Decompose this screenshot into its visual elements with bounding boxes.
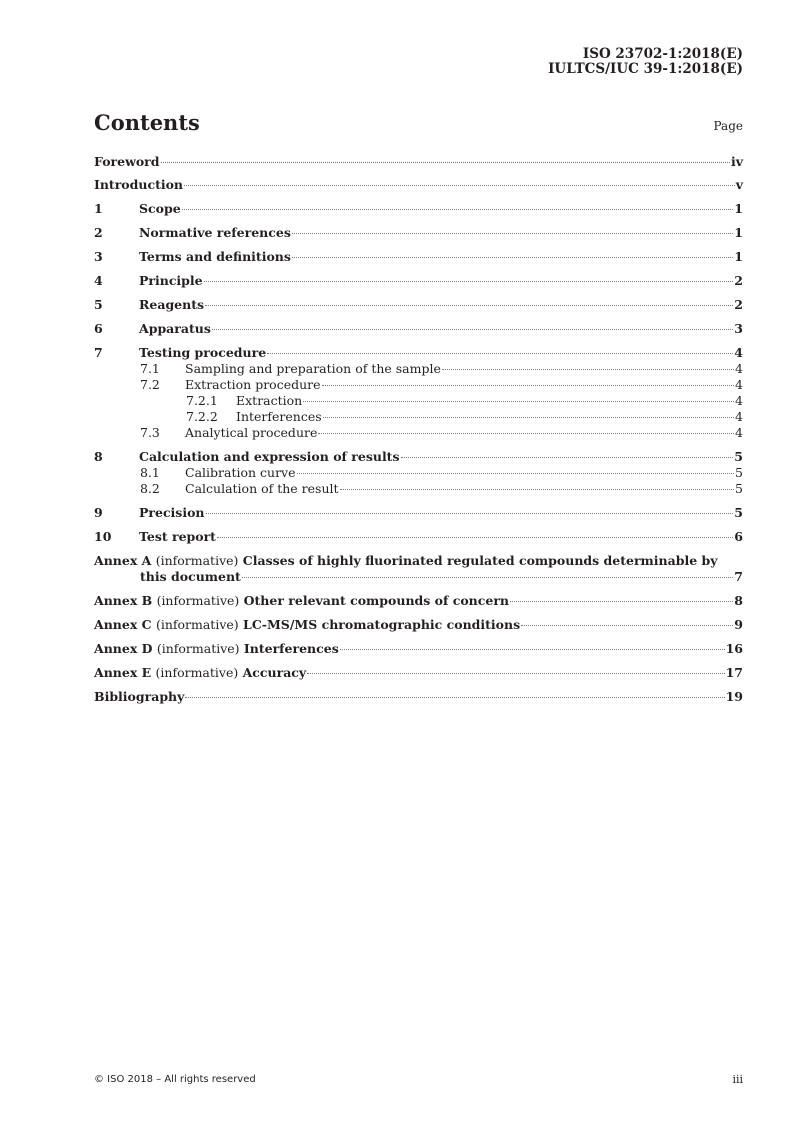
toc-page: 19	[725, 689, 743, 704]
toc-title: Extraction procedure	[185, 377, 321, 392]
annex-type: (informative)	[156, 641, 240, 656]
toc-page: 4	[735, 361, 743, 376]
toc-title: Normative references	[139, 225, 291, 240]
toc-title: Reagents	[139, 297, 205, 312]
annex-title: LC-MS/MS chromatographic conditions	[243, 617, 521, 632]
toc-number: 2	[94, 225, 103, 240]
toc-page: 1	[734, 249, 743, 264]
toc-entry-analytical-procedure[interactable]	[94, 425, 743, 441]
annex-type: (informative)	[155, 553, 239, 568]
toc-number: 7.3	[140, 425, 160, 440]
toc-title: Analytical procedure	[185, 425, 318, 440]
dot-leader	[184, 185, 735, 186]
toc-page: 8	[734, 593, 743, 608]
toc-title: Scope	[139, 201, 181, 216]
toc-page: 2	[734, 273, 743, 288]
toc-entry-calculation-result[interactable]	[94, 481, 743, 497]
annex-type: (informative)	[156, 593, 240, 608]
toc-entry-annex-e[interactable]	[94, 665, 743, 681]
toc-number: 8	[94, 449, 103, 464]
toc-title: Interferences	[236, 409, 322, 424]
toc-entry-bibliography[interactable]	[94, 689, 743, 705]
toc-number: 7.2.2	[186, 409, 218, 424]
toc-title	[94, 641, 339, 657]
dot-leader	[212, 329, 733, 330]
toc-entry-introduction[interactable]	[94, 177, 743, 193]
toc-number: 4	[94, 273, 103, 288]
dot-leader	[401, 457, 734, 458]
toc-number: 7.2	[140, 377, 160, 392]
toc-entry-reagents[interactable]	[94, 297, 743, 313]
toc-page: 16	[725, 641, 743, 656]
toc-number: 6	[94, 321, 103, 336]
toc-page: 5	[734, 505, 743, 520]
toc-entry-principle[interactable]	[94, 273, 743, 289]
toc-entry-foreword[interactable]	[94, 154, 743, 170]
annex-a-line2	[94, 569, 743, 585]
toc-page: 5	[734, 449, 743, 464]
dot-leader	[323, 417, 734, 418]
dot-leader	[161, 162, 730, 163]
annex-label: Annex D	[94, 641, 153, 656]
annex-a-line1	[94, 553, 743, 569]
toc-entry-annex-a[interactable]	[94, 553, 743, 585]
annex-label: Annex A	[94, 553, 152, 568]
annex-title: Interferences	[243, 641, 339, 656]
toc-entry-apparatus[interactable]	[94, 321, 743, 337]
annex-label: Annex B	[94, 593, 153, 608]
annex-title: Classes of highly fluorinated regulated compounds determinable by	[242, 553, 718, 568]
toc-number: 7.2.1	[186, 393, 218, 408]
annex-type: (informative)	[155, 665, 239, 680]
toc-title: Bibliography	[94, 689, 185, 704]
dot-leader	[242, 577, 733, 578]
toc-entry-calibration-curve[interactable]	[94, 465, 743, 481]
toc-number: 8.1	[140, 465, 160, 480]
annex-title-continued: this document	[140, 569, 241, 584]
page-column-label: Page	[713, 119, 743, 133]
toc-title: Foreword	[94, 154, 160, 169]
dot-leader	[267, 353, 733, 354]
toc-entry-annex-d[interactable]	[94, 641, 743, 657]
toc-page: 7	[734, 569, 743, 584]
toc-entry-calculation[interactable]	[94, 449, 743, 465]
toc-page: 4	[735, 409, 743, 424]
dot-leader	[292, 257, 733, 258]
toc-page: 4	[734, 345, 743, 360]
dot-leader	[510, 601, 733, 602]
toc-title	[94, 617, 520, 633]
toc-title	[94, 553, 718, 569]
toc-title: Test report	[139, 529, 216, 544]
toc-title: Calculation of the result	[185, 481, 339, 496]
toc-number: 7.1	[140, 361, 160, 376]
toc-title: Principle	[139, 273, 203, 288]
toc-number: 3	[94, 249, 103, 264]
toc-page: 3	[734, 321, 743, 336]
dot-leader	[442, 369, 734, 370]
toc-number: 10	[94, 529, 112, 544]
annex-label: Annex E	[94, 665, 152, 680]
toc-entry-normative-references[interactable]	[94, 225, 743, 241]
toc-page: 4	[735, 377, 743, 392]
toc-entry-precision[interactable]	[94, 505, 743, 521]
toc-page: iv	[730, 154, 743, 169]
dot-leader	[307, 673, 724, 674]
dot-leader	[340, 649, 725, 650]
toc-title: Terms and definitions	[139, 249, 291, 264]
toc-page: 4	[735, 393, 743, 408]
dot-leader	[297, 473, 735, 474]
doc-id-iultcs: IULTCS/IUC 39-1:2018(E)	[548, 61, 743, 77]
copyright-notice: © ISO 2018 – All rights reserved	[94, 1074, 256, 1085]
dot-leader	[340, 489, 735, 490]
toc-title: Calculation and expression of results	[139, 449, 400, 464]
toc-entry-extraction[interactable]	[94, 393, 743, 409]
dot-leader	[185, 697, 724, 698]
toc-title	[94, 593, 509, 609]
table-of-contents	[94, 154, 743, 705]
page-title: Contents	[94, 110, 200, 135]
toc-title: Apparatus	[139, 321, 211, 336]
dot-leader	[303, 401, 734, 402]
toc-page: v	[735, 177, 743, 192]
toc-entry-scope[interactable]	[94, 201, 743, 217]
dot-leader	[206, 513, 734, 514]
dot-leader	[205, 305, 733, 306]
toc-entry-testing-procedure[interactable]	[94, 345, 743, 361]
toc-page: 17	[725, 665, 743, 680]
toc-page: 5	[735, 465, 743, 480]
annex-title: Accuracy	[242, 665, 307, 680]
annex-label: Annex C	[94, 617, 152, 632]
toc-title: Precision	[139, 505, 205, 520]
toc-page: 4	[735, 425, 743, 440]
toc-entry-extraction-procedure[interactable]	[94, 377, 743, 393]
toc-entry-test-report[interactable]	[94, 529, 743, 545]
dot-leader	[204, 281, 734, 282]
dot-leader	[292, 233, 733, 234]
toc-page: 2	[734, 297, 743, 312]
toc-number: 5	[94, 297, 103, 312]
toc-title	[94, 665, 306, 681]
page-number: iii	[732, 1073, 743, 1086]
toc-title: Extraction	[236, 393, 303, 408]
annex-title: Other relevant compounds of concern	[243, 593, 509, 608]
document-identifier	[548, 47, 743, 77]
toc-page: 1	[734, 201, 743, 216]
dot-leader	[521, 625, 733, 626]
toc-number: 1	[94, 201, 103, 216]
toc-number: 7	[94, 345, 103, 360]
toc-entry-sampling[interactable]	[94, 361, 743, 377]
dot-leader	[322, 385, 735, 386]
toc-title: Introduction	[94, 177, 184, 192]
dot-leader	[182, 209, 734, 210]
toc-title: Sampling and preparation of the sample	[185, 361, 441, 376]
doc-id-iso: ISO 23702-1:2018(E)	[582, 46, 743, 62]
toc-number: 9	[94, 505, 103, 520]
toc-page: 1	[734, 225, 743, 240]
toc-number: 8.2	[140, 481, 160, 496]
toc-page: 9	[734, 617, 743, 632]
annex-type: (informative)	[155, 617, 239, 632]
toc-page: 5	[735, 481, 743, 496]
toc-entry-annex-c[interactable]	[94, 617, 743, 633]
dot-leader	[318, 433, 734, 434]
toc-title: Testing procedure	[139, 345, 267, 360]
toc-entry-interferences-sub[interactable]	[94, 409, 743, 425]
toc-title: Calibration curve	[185, 465, 296, 480]
toc-page: 6	[734, 529, 743, 544]
dot-leader	[217, 537, 733, 538]
toc-entry-terms-definitions[interactable]	[94, 249, 743, 265]
toc-entry-annex-b[interactable]	[94, 593, 743, 609]
